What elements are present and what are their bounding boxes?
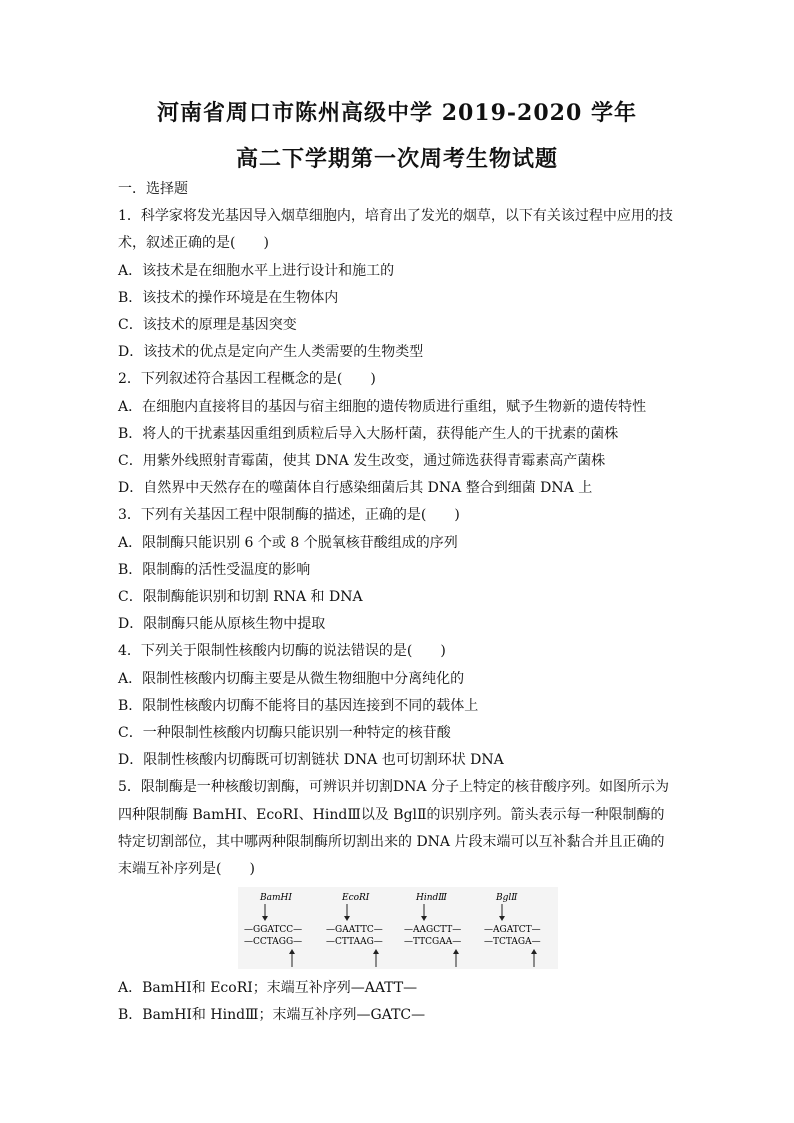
enzyme-label-ecori: EcoRⅠ: [342, 893, 370, 904]
question-4-option-d: D．限制性核酸内切酶既可切割链状 DNA 也可切割环状 DNA: [118, 752, 504, 769]
seq-bottom-hindiii: —TTCGAA—: [404, 937, 462, 948]
exam-content: [118, 176, 678, 1030]
seq-bottom-bglii: —TCTAGA—: [484, 937, 541, 948]
question-2-stem: 2．下列叙述符合基因工程概念的是( ): [118, 371, 376, 388]
exam-title-line2: 高二下学期第一次周考生物试题: [235, 146, 558, 172]
question-4-option-b: B．限制性核酸内切酶不能将目的基因连接到不同的载体上: [118, 697, 479, 714]
question-5-option-a: A．BamHⅠ和 EcoRⅠ；末端互补序列—AATT—: [118, 980, 418, 997]
seq-top-bamhi: —GGATCC—: [244, 925, 303, 936]
question-3-stem: 3．下列有关基因工程中限制酶的描述，正确的是( ): [118, 507, 460, 524]
enzyme-label-bamhi: BamHⅠ: [260, 893, 292, 904]
question-2-option-c: C．用紫外线照射青霉菌，使其 DNA 发生改变，通过筛选获得青霉素高产菌株: [118, 453, 606, 470]
question-3-option-b: B．限制酶的活性受温度的影响: [118, 561, 311, 578]
question-2-option-a: A．在细胞内直接将目的基因与宿主细胞的遗传物质进行重组，赋予生物新的遗传特性: [118, 398, 647, 415]
seq-top-hindiii: —AAGCTT—: [404, 925, 462, 936]
question-1-stem: 1．科学家将发光基因导入烟草细胞内，培育出了发光的烟草，以下有关该过程中应用的技术，叙述正确的是( ): [118, 208, 673, 252]
enzyme-label-hindiii: HindⅢ: [416, 893, 447, 904]
question-4-option-c: C．一种限制性核酸内切酶只能识别一种特定的核苷酸: [118, 725, 451, 742]
question-3-option-d: D．限制酶只能从原核生物中提取: [118, 616, 326, 633]
question-4-option-a: A．限制性核酸内切酶主要是从微生物细胞中分离纯化的: [118, 670, 465, 687]
question-3-option-a: A．限制酶只能识别 6 个或 8 个脱氧核苷酸组成的序列: [118, 534, 458, 551]
section-heading: 一．选择题: [118, 181, 188, 197]
question-5-stem: 5．限制酶是一种核酸切割酶，可辨识并切割DNA 分子上特定的核苷酸序列。如图所示为四种限制酶 BamHⅠ、EcoRⅠ、HindⅢ以及 BglⅡ的识别序列。箭头表示每一种限制酶的特定切割部位，其中哪两种限制酶所切割出来的 DNA 片段末端可以互补黏合并且正确的末端互补序列是( ): [118, 779, 669, 878]
seq-bottom-ecori: —CTTAAG—: [326, 937, 383, 948]
question-1-option-a: A．该技术是在细胞水平上进行设计和施工的: [118, 262, 395, 279]
seq-bottom-bamhi: —CCTAGG—: [244, 937, 303, 948]
restriction-enzyme-diagram: [238, 887, 558, 969]
question-1-option-b: B．该技术的操作环境是在生物体内: [118, 289, 339, 306]
question-4-stem: 4．下列关于限制性核酸内切酶的说法错误的是( ): [118, 643, 446, 660]
question-2-option-b: B．将人的干扰素基因重组到质粒后导入大肠杆菌，获得能产生人的干扰素的菌株: [118, 425, 619, 442]
exam-title-line1: 河南省周口市陈州高级中学 2019-2020 学年: [157, 100, 637, 126]
question-1-option-d: D．该技术的优点是定向产生人类需要的生物类型: [118, 344, 424, 361]
question-1-option-c: C．该技术的原理是基因突变: [118, 317, 297, 334]
seq-top-ecori: —GAATTC—: [326, 925, 383, 936]
restriction-enzyme-figure: [238, 887, 558, 969]
question-2-option-d: D．自然界中天然存在的噬菌体自行感染细菌后其 DNA 整合到细菌 DNA 上: [118, 480, 593, 497]
enzyme-label-bglii: BglⅡ: [496, 893, 518, 904]
question-3-option-c: C．限制酶能识别和切割 RNA 和 DNA: [118, 589, 363, 606]
question-5-option-b: B．BamHⅠ和 HindⅢ；末端互补序列—GATC—: [118, 1007, 426, 1024]
seq-top-bglii: —AGATCT—: [484, 925, 541, 936]
